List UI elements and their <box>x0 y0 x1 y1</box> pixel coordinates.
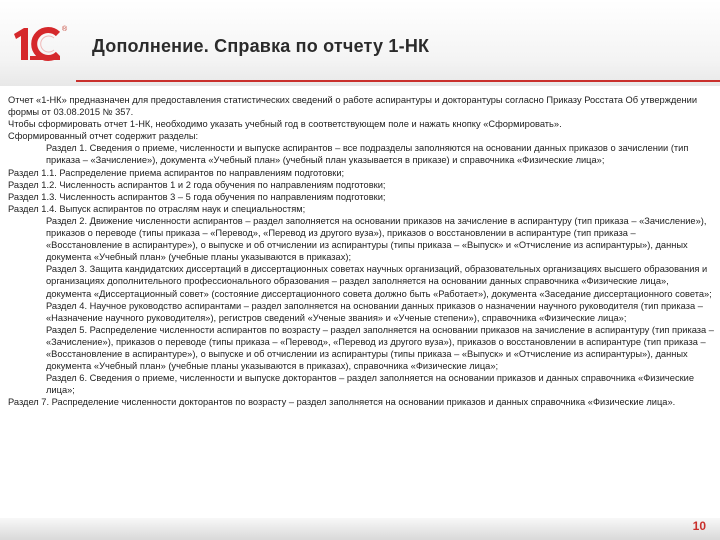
registered-mark: ® <box>62 26 68 33</box>
section-1-2: Раздел 1.2. Численность аспирантов 1 и 2 года обучения по направлениям подготовки; <box>8 179 386 190</box>
section-1-1: Раздел 1.1. Распределение приема аспирантов по направлениям подготовки; <box>8 167 345 178</box>
section-1-4: Раздел 1.4. Выпуск аспирантов по отраслям наук и специальностям; <box>8 203 306 214</box>
section-1-3: Раздел 1.3. Численность аспирантов 3 – 5 года обучения по направлениям подготовки; <box>8 191 386 202</box>
section-2: Раздел 2. Движение численности аспирантов – раздел заполняется на основании приказов на зачисление в аспирантуру (тип приказа – «Зачисление»), приказов о переводе (типы приказа – «Перевод», «Перевод из другого вуза»), приказов о восстановлении в аспирантуре (тип приказа – «Восстановление в аспирантуре»), о выпуске и об отчислении из аспирантуры (типы приказа – «Выпуск» и «Отчисление из аспирантуры»), данных документа «Учебный план» (учебные планы указываются в приказах); <box>46 215 707 263</box>
report-description <box>8 94 714 408</box>
section-6: Раздел 6. Сведения о приеме, численности и выпуске докторантов – раздел заполняется на основании приказов и данных справочника «Физические лица»; <box>46 373 695 396</box>
section-4: Раздел 4. Научное руководство аспирантами – раздел заполняется на основании данных приказов о назначении научного руководителя (тип приказа – «Назначение научного руководителя»), регистров сведений «Ученые звания» и «Ученые степени»), справочника «Физические лица»; <box>46 300 703 323</box>
header-divider <box>76 80 720 82</box>
footer-bar <box>0 518 720 540</box>
section-3: Раздел 3. Защита кандидатских диссертаций в диссертационных советах научных организаций, образовательных организациях высшего образования и организациях дополнительного профессионального образования – раздел заполняется на основании данных справочника «Физические лица», документа «Диссертационный совет» (состояние диссертационного совета должно быть «Работает»), документа «Заседание диссертационного совета»; <box>46 264 712 299</box>
paragraph-instruction: Чтобы сформировать отчет 1-НК, необходимо указать учебный год в соответствующем поле и нажать кнопку «Сформировать». <box>8 119 562 130</box>
section-5: Раздел 5. Распределение численности аспирантов по возрасту – раздел заполняется на основании приказов на зачисление в аспирантуру (тип приказа – «Зачисление»), приказов о переводе (типы приказа – «Перевод», «Перевод из другого вуза»), приказов о восстановлении в аспирантуре (тип приказа – «Восстановление в аспирантуре»), о выпуске и об отчислении из аспирантуры (типы приказа – «Выпуск» и «Отчисление из аспирантуры»), данных документа «Учебный план» (учебные планы указываются в приказах), справочника «Физические лица»; <box>46 324 714 372</box>
slide-title: Дополнение. Справка по отчету 1-НК <box>92 36 430 56</box>
section-1: Раздел 1. Сведения о приеме, численности и выпуске аспирантов – все подразделы заполняются на основании данных приказов о зачислении (тип приказа – «Зачисление»), документа «Учебный план» (учебный план указывается в приказе) и справочника «Физические лица»; <box>46 143 689 166</box>
paragraph-intro: Отчет «1-НК» предназначен для предоставления статистических сведений о работе аспирантуры и докторантуры согласно Приказу Росстата Об утверждении формы от 03.08.2015 № 357. <box>8 95 698 118</box>
page-number: 10 <box>692 519 706 533</box>
section-7: Раздел 7. Распределение численности докторантов по возрасту – раздел заполняется на основании приказов и данных справочника «Физические лица». <box>8 397 676 408</box>
slide-header <box>0 0 720 86</box>
paragraph-sections-lead: Сформированный отчет содержит разделы: <box>8 131 199 142</box>
